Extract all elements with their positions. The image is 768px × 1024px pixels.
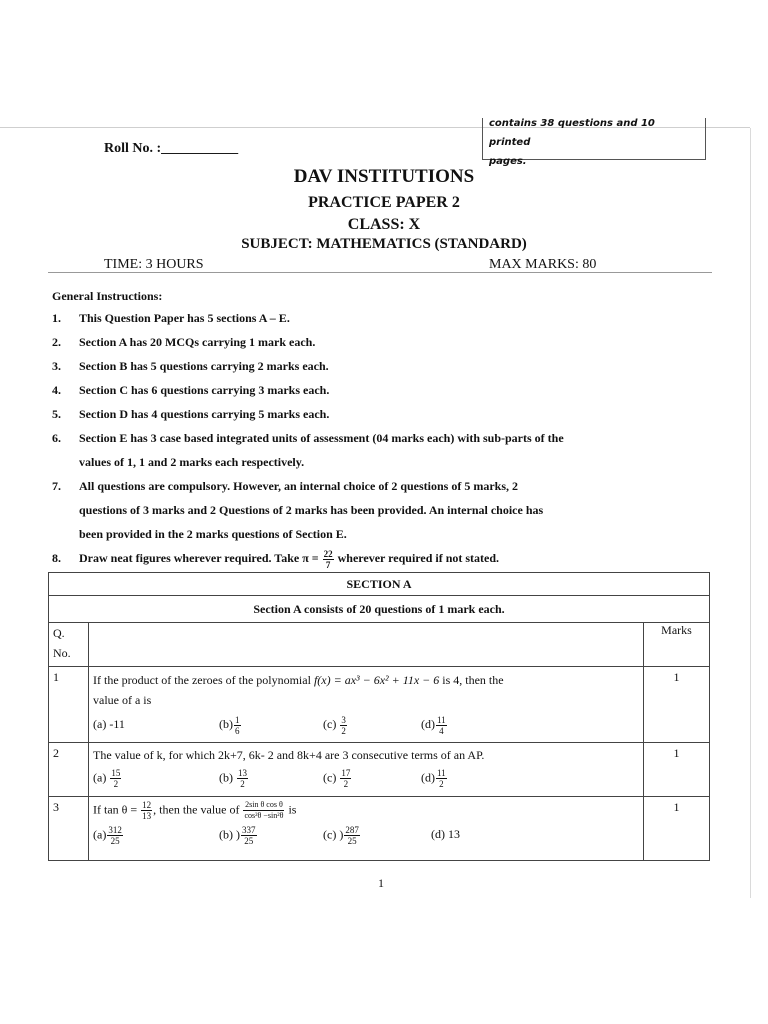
question-marks: 1 [644, 797, 710, 861]
question-number: 3 [49, 797, 89, 861]
section-a-table [48, 572, 710, 861]
polynomial-expression: f(x) = ax³ − 6x² + 11x − 6 [313, 673, 440, 687]
options-row [93, 825, 639, 846]
header-question [89, 623, 644, 667]
instruction-item: 3. Section B has 5 questions carrying 2 marks each. [52, 359, 329, 373]
question-cell: The value of k, for which 2k+7, 6k- 2 and 8k+4 are 3 consecutive terms of an AP. (a) $\frac{15}{2}$ (b) $\frac{13}{2}$ (c) $\frac{17}{2}$ (d) $\frac{11}{2}$ [89, 743, 644, 797]
header-qno: Q. No. [49, 623, 89, 667]
option-a: (a) $\frac{15}{2}$ [93, 768, 121, 789]
max-marks-label: MAX MARKS: 80 [489, 257, 597, 272]
option-a: (a) -11 [93, 717, 125, 731]
institution-title: DAV INSTITUTIONS [293, 166, 475, 187]
option-b: (b) $\frac{13}{2}$ [219, 768, 247, 789]
question-cell: If the product of the zeroes of the polynomial f(x) = ax³ − 6x² + 11x − 6 is 4, then the value of a is (a) -11 (b) $\frac{1}{6}$ (c) $\frac{3}{2}$ (d) $\frac{11}{4}$ [89, 667, 644, 743]
note-line-2: pages. [489, 156, 527, 167]
class-title: CLASS: X [347, 216, 421, 233]
pi-fraction: $\frac{22}{7}$ [323, 548, 333, 570]
instruction-item: 6. Section E has 3 case based integrated units of assessment (04 marks each) with sub-parts of the values of 1, 1 and 2 marks each respectively. [52, 431, 564, 469]
paper-title: PRACTICE PAPER 2 [308, 194, 460, 211]
question-number: 2 [49, 743, 89, 797]
section-a-title: SECTION A [49, 573, 710, 596]
options-row [93, 768, 639, 789]
roll-number-label: Roll No. :___________ [104, 141, 239, 156]
instructions-title: General Instructions: [52, 289, 163, 303]
option-c: (c) $\frac{17}{2}$ [323, 768, 351, 789]
table-row [49, 797, 710, 861]
subject-title: SUBJECT: MATHEMATICS (STANDARD) [241, 236, 527, 252]
question-number: 1 [49, 667, 89, 743]
instruction-item: 8. Draw neat figures wherever required. Take π = $\frac{22}{7}$ wherever required if not stated. [52, 548, 500, 570]
paper-note-box [482, 118, 706, 167]
option-d: (d) $\frac{11}{4}$ [421, 714, 446, 736]
option-c: (c) ) $\frac{287}{25}$ [323, 825, 359, 846]
table-row [49, 743, 710, 797]
time-label: TIME: 3 HOURS [104, 257, 204, 272]
question-marks: 1 [644, 743, 710, 797]
page-number: 1 [378, 876, 384, 890]
instruction-item: 7. All questions are compulsory. However, an internal choice of 2 questions of 5 marks, 2 questions of 3 marks and 2 Questions of 2 marks has been provided. An internal choice has been provided in the 2 marks questions of Section E. [52, 479, 544, 541]
option-b: (b) ) $\frac{337}{25}$ [219, 825, 256, 846]
instruction-item: 4. Section C has 6 questions carrying 3 marks each. [52, 383, 330, 397]
option-b: (b) $\frac{1}{6}$ [219, 714, 240, 736]
table-header-row [49, 623, 710, 667]
table-row [49, 667, 710, 743]
section-a-subtitle: Section A consists of 20 questions of 1 mark each. [49, 596, 710, 623]
instruction-item: 2. Section A has 20 MCQs carrying 1 mark each. [52, 335, 316, 349]
header-marks: Marks [644, 623, 710, 667]
instruction-item: 5. Section D has 4 questions carrying 5 marks each. [52, 407, 330, 421]
question-marks: 1 [644, 667, 710, 743]
option-a: (a) $\frac{312}{25}$ [93, 825, 122, 846]
question-cell: If tan θ = $\frac{12}{13}$ , then the value of $\frac{\text{2sin θ cos θ}}{\text{cos²θ −sin²θ}}$ is (a) $\frac{312}{25}$ (b) ) $\frac{337}{25}$ (c) ) $\frac{287}{25}$ (d) 13 [89, 797, 644, 861]
option-d: (d) $\frac{11}{2}$ [421, 768, 446, 789]
instruction-item: 1. This Question Paper has 5 sections A – E. [52, 311, 290, 325]
note-line-1: contains 38 questions and 10 printed [489, 118, 655, 148]
option-d: (d) 13 [431, 827, 460, 841]
options-row [93, 714, 639, 736]
option-c: (c) $\frac{3}{2}$ [323, 714, 346, 736]
header-rule [48, 272, 712, 273]
